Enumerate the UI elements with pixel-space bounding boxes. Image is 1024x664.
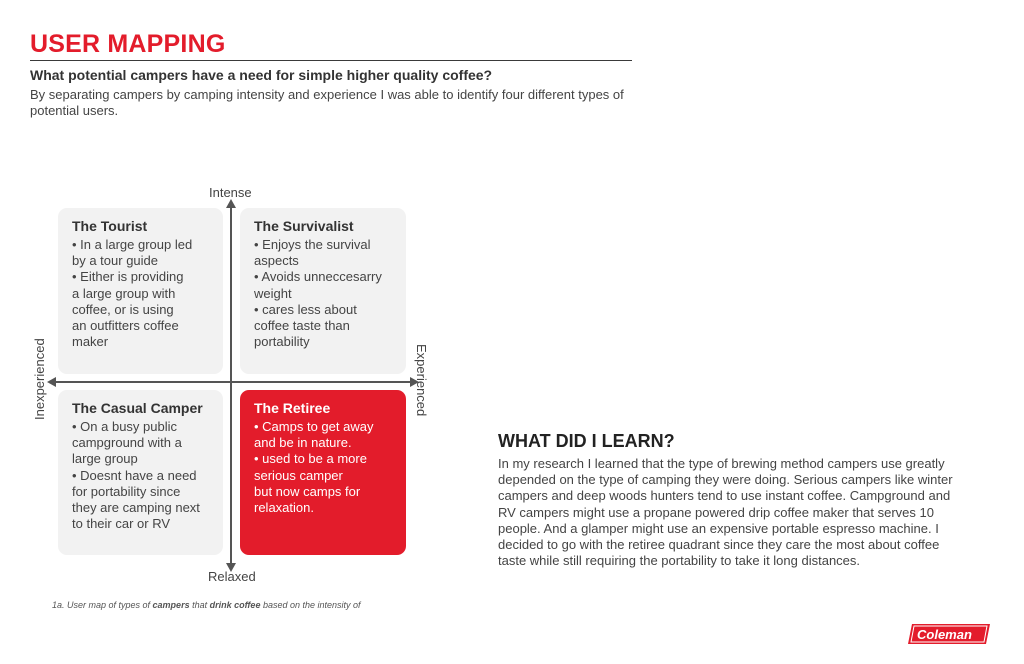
axis-label-relaxed: Relaxed [208, 569, 256, 584]
quadrant-line: portability [254, 334, 310, 350]
page-subtitle: What potential campers have a need for simple higher quality coffee? [30, 67, 493, 83]
quadrant-title: The Casual Camper [72, 400, 203, 416]
logo-text: Coleman [917, 627, 972, 642]
learn-body: In my research I learned that the type of brewing method campers use greatly depended on the type of camping they were doing. Serious campers like winter campers and deep woods hunters tend to use instant coffee. Campground and RV campers might use a propane powered drip coffee maker that serves 10 people. And a glamper might use an expensive portable espresso machine. I decided to go with the retiree quadrant since they care the most about coffee taste while still requiring the portability to take it long distances. [498, 456, 953, 569]
quadrant-body [72, 419, 209, 532]
page-title: USER MAPPING [30, 30, 226, 58]
quadrant-survivalist [240, 208, 406, 374]
quadrant-line: weight [254, 285, 292, 301]
horizontal-axis [52, 381, 414, 383]
quadrant-body [254, 419, 392, 516]
quadrant-line: for portability since [72, 483, 181, 499]
axis-label-inexperienced: Inexperienced [32, 338, 47, 420]
quadrant-line: an outfitters coffee [72, 318, 179, 334]
quadrant-line: coffee, or is using [72, 301, 174, 317]
caption-suffix: based on the intensity of [260, 600, 361, 610]
quadrant-retiree [240, 390, 406, 555]
caption-bold-drink-coffee: drink coffee [209, 600, 261, 610]
quadrant-line: coffee taste than [254, 318, 350, 334]
quadrant-line: serious camper [254, 467, 343, 483]
caption-mid: that [189, 600, 210, 610]
quadrant-line: aspects [254, 253, 299, 269]
arrow-up-icon [226, 199, 236, 208]
learn-heading: WHAT DID I LEARN? [498, 431, 675, 451]
arrow-right-icon [410, 377, 419, 387]
quadrant-title: The Tourist [72, 218, 148, 234]
arrow-down-icon [226, 563, 236, 572]
quadrant-line: they are camping next [72, 500, 200, 516]
axis-label-experienced: Experienced [414, 344, 429, 417]
quadrant-body [72, 237, 209, 350]
quadrant-line: a large group with [72, 285, 176, 301]
quadrant-line: and be in nature. [254, 435, 352, 451]
quadrant-line: • used to be a more [254, 451, 367, 467]
quadrant-tourist [58, 208, 223, 374]
axis-label-intense: Intense [209, 185, 252, 200]
quadrant-line: • cares less about [254, 301, 357, 317]
quadrant-body [254, 237, 392, 350]
quadrant-line: • Avoids unneccesarry [254, 269, 382, 285]
quadrant-line: but now camps for [254, 483, 361, 499]
quadrant-line: • Enjoys the survival [254, 237, 371, 252]
quadrant-line: • Doesnt have a need [72, 467, 197, 483]
quadrant-casual-camper [58, 390, 223, 555]
quadrant-line: large group [72, 451, 138, 467]
quadrant-line: by a tour guide [72, 253, 159, 269]
caption-bold-campers: campers [152, 600, 190, 610]
quadrant-line: • In a large group led [72, 237, 193, 252]
quadrant-line: maker [72, 334, 109, 350]
quadrant-line: to their car or RV [72, 516, 171, 532]
intro-text: By separating campers by camping intensity and experience I was able to identify four different types of potential users. [30, 87, 624, 118]
quadrant-line: campground with a [72, 435, 182, 451]
arrow-left-icon [47, 377, 56, 387]
quadrant-title: The Retiree [254, 400, 331, 416]
quadrant-title: The Survivalist [254, 218, 354, 234]
quadrant-line: relaxation. [254, 500, 314, 516]
vertical-axis [230, 202, 232, 568]
coleman-logo [906, 622, 992, 646]
figure-caption [52, 600, 361, 610]
quadrant-line: • On a busy public [72, 419, 177, 434]
quadrant-line: • Either is providing [72, 269, 184, 285]
caption-prefix: 1a. User map of types of [52, 600, 153, 610]
quadrant-line: • Camps to get away [254, 419, 374, 434]
title-divider [30, 60, 632, 61]
